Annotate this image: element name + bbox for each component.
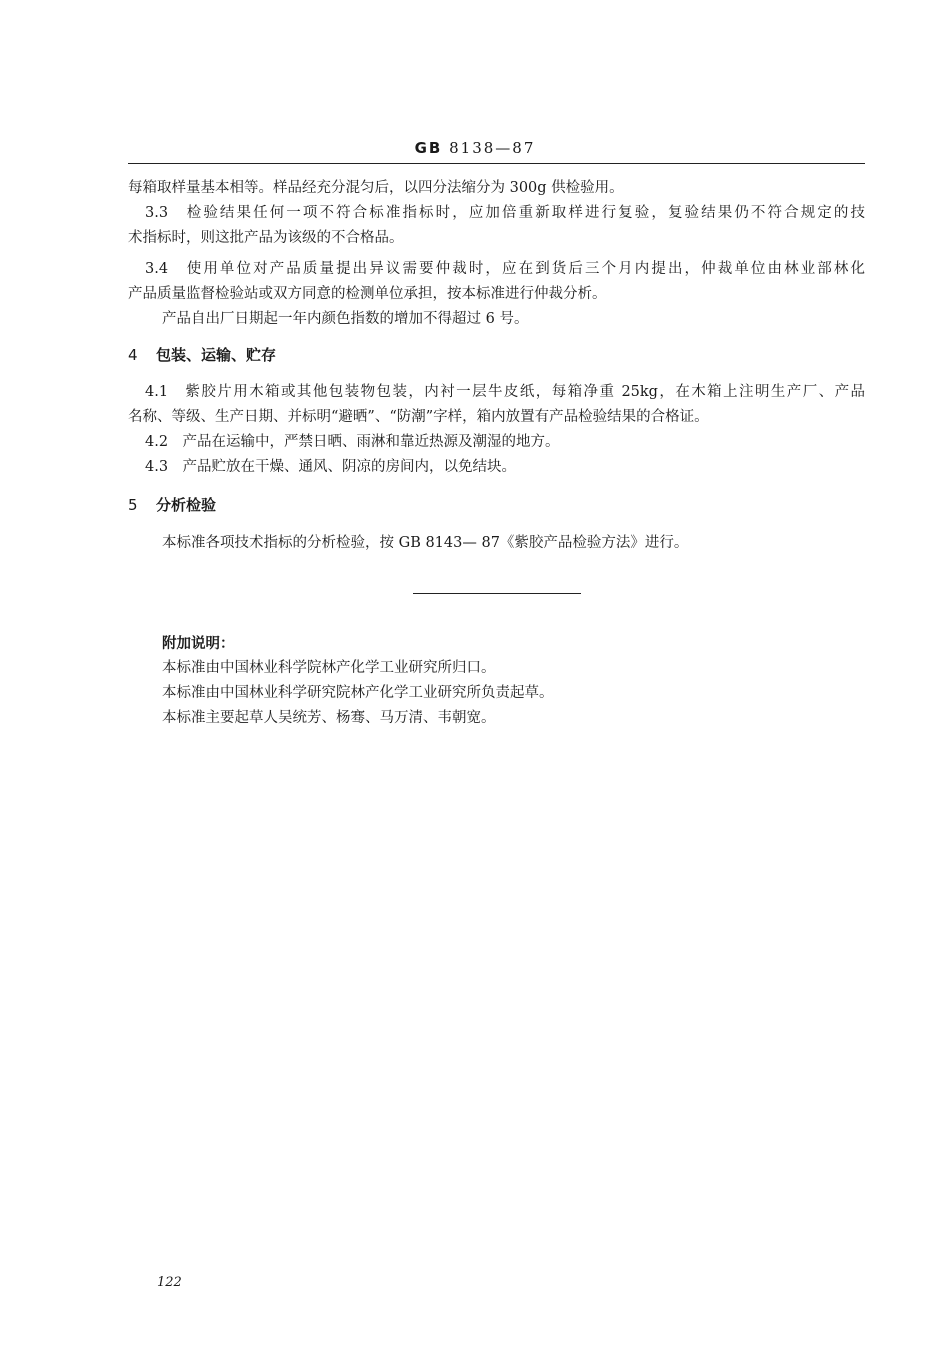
text-line: 本标准各项技术指标的分析检验，按 GB 8143— 87《紫胶产品检验方法》进行。	[162, 535, 689, 551]
note-line: 本标准由中国林业科学研究院林产化学工业研究所负责起草。	[162, 685, 554, 701]
text-line: 产品自出厂日期起一年内颜色指数的增加不得超过 6 号。	[162, 311, 529, 327]
section-5-heading	[128, 495, 216, 515]
clause-4-1-line-1: 4.1 紫胶片用木箱或其他包装物包装，内衬一层牛皮纸，每箱净重 25kg，在木箱上注明生产厂、产品	[145, 384, 865, 400]
end-divider	[413, 593, 581, 594]
clause-3-4-line-2: 产品质量监督检验站或双方同意的检测单位承担，按本标准进行仲裁分析。	[128, 286, 607, 302]
standard-number: 8138—87	[449, 139, 536, 157]
clause-3-4-line-1: 3.4 使用单位对产品质量提出异议需要仲裁时，应在到货后三个月内提出，仲裁单位由林业部林化	[145, 261, 865, 277]
standard-code: GB	[414, 139, 443, 157]
additional-notes-title: 附加说明：	[162, 636, 235, 652]
note-line: 本标准主要起草人吴统芳、杨骞、马万清、韦朝宽。	[162, 710, 496, 726]
clause-3-3-line-2: 术指标时，则这批产品为该级的不合格品。	[128, 230, 404, 246]
section-4-heading	[128, 345, 276, 365]
section-title: 分析检验	[156, 496, 217, 514]
clause-4-3: 4.3 产品贮放在干燥、通风、阴凉的房间内，以免结块。	[145, 459, 517, 475]
clause-4-2: 4.2 产品在运输中，严禁日晒、雨淋和靠近热源及潮湿的地方。	[145, 434, 560, 450]
header-divider	[128, 163, 865, 164]
clause-4-1-line-2: 名称、等级、生产日期、并标明“避晒”、“防潮”字样，箱内放置有产品检验结果的合格证。	[128, 409, 709, 425]
clause-3-3-line-1: 3.3 检验结果任何一项不符合标准指标时，应加倍重新取样进行复验，复验结果仍不符合规定的技	[145, 205, 865, 221]
section-number: 4	[128, 346, 138, 364]
section-title: 包装、运输、贮存	[156, 346, 277, 364]
page-number: 122	[157, 1275, 182, 1290]
page-header	[0, 139, 950, 157]
note-line: 本标准由中国林业科学院林产化学工业研究所归口。	[162, 660, 496, 676]
section-number: 5	[128, 496, 138, 514]
text-line: 每箱取样量基本相等。样品经充分混匀后，以四分法缩分为 300g 供检验用。	[128, 180, 624, 196]
